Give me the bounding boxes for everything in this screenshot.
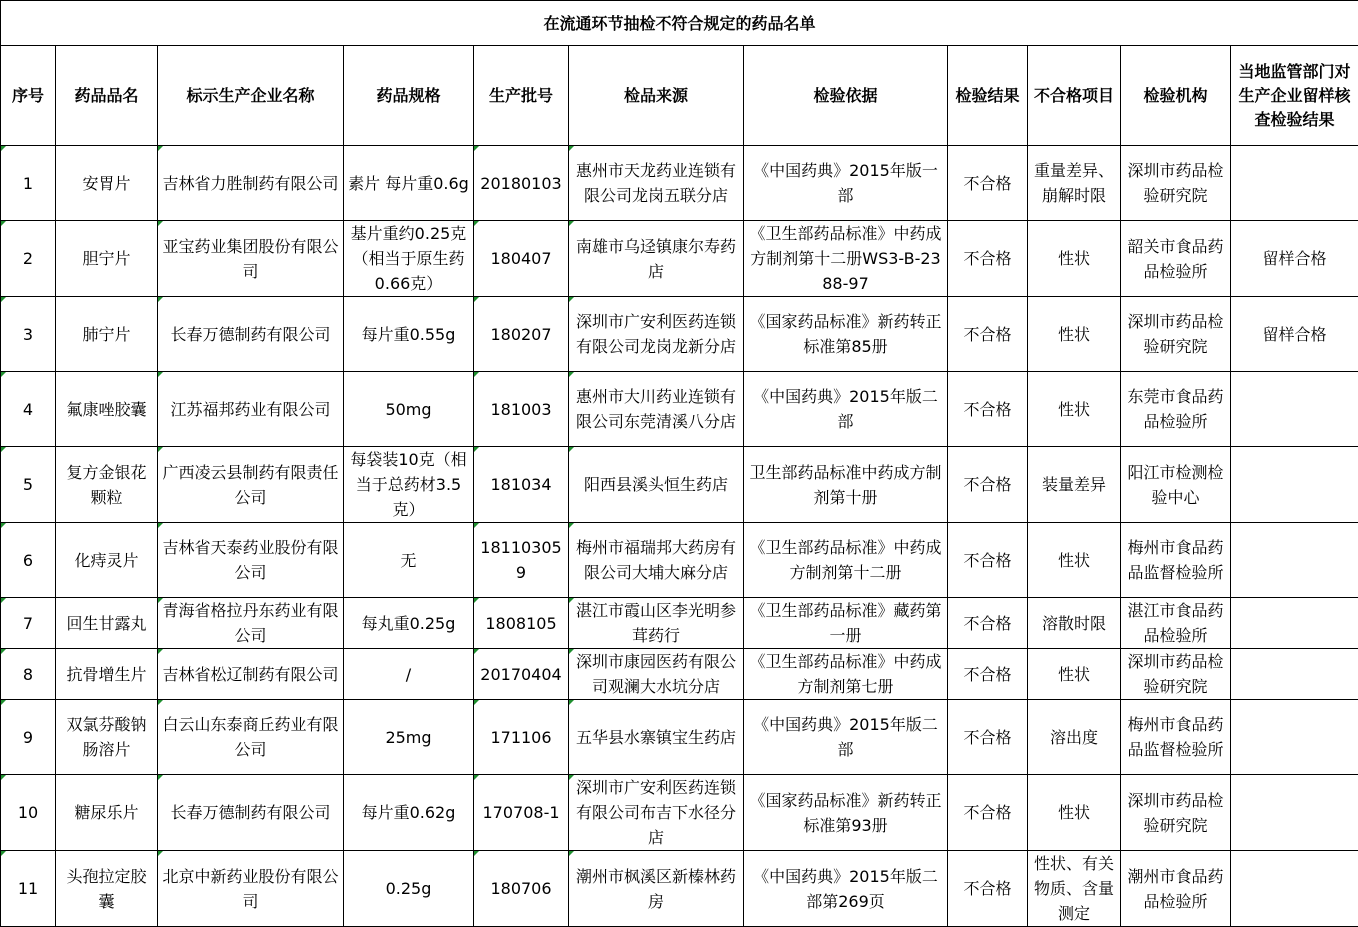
cell-no: 8 bbox=[1, 649, 56, 700]
cell-source: 潮州市枫溪区新榛林药房 bbox=[569, 851, 744, 927]
cell-maker: 广西凌云县制药有限责任公司 bbox=[158, 447, 344, 523]
cell-no: 2 bbox=[1, 221, 56, 297]
cell-result: 不合格 bbox=[948, 775, 1028, 851]
title-row bbox=[1, 1, 1358, 46]
header-no: 序号 bbox=[1, 46, 56, 146]
cell-item: 性状、有关物质、含量测定 bbox=[1028, 851, 1121, 927]
cell-name: 安胃片 bbox=[56, 146, 158, 221]
cell-spec: 无 bbox=[344, 523, 474, 598]
cell-result: 不合格 bbox=[948, 700, 1028, 775]
header-source: 检品来源 bbox=[569, 46, 744, 146]
cell-no: 11 bbox=[1, 851, 56, 927]
header-agency: 检验机构 bbox=[1121, 46, 1231, 146]
cell-source: 惠州市天龙药业连锁有限公司龙岗五联分店 bbox=[569, 146, 744, 221]
header-item: 不合格项目 bbox=[1028, 46, 1121, 146]
cell-batch: 180407 bbox=[474, 221, 569, 297]
table-row bbox=[1, 146, 1358, 221]
cell-spec: 50mg bbox=[344, 372, 474, 447]
cell-item: 性状 bbox=[1028, 775, 1121, 851]
cell-item: 重量差异、崩解时限 bbox=[1028, 146, 1121, 221]
cell-agency: 深圳市药品检验研究院 bbox=[1121, 297, 1231, 372]
cell-basis: 《卫生部药品标准》藏药第一册 bbox=[744, 598, 948, 649]
cell-result: 不合格 bbox=[948, 297, 1028, 372]
cell-agency: 潮州市食品药品检验所 bbox=[1121, 851, 1231, 927]
cell-name: 复方金银花颗粒 bbox=[56, 447, 158, 523]
cell-source: 深圳市康园医药有限公司观澜大水坑分店 bbox=[569, 649, 744, 700]
cell-batch: 180207 bbox=[474, 297, 569, 372]
cell-no: 1 bbox=[1, 146, 56, 221]
cell-maker: 亚宝药业集团股份有限公司 bbox=[158, 221, 344, 297]
cell-name: 肺宁片 bbox=[56, 297, 158, 372]
cell-spec: 每片重0.55g bbox=[344, 297, 474, 372]
cell-batch: 20170404 bbox=[474, 649, 569, 700]
cell-spec: / bbox=[344, 649, 474, 700]
table-row bbox=[1, 372, 1358, 447]
cell-name: 回生甘露丸 bbox=[56, 598, 158, 649]
cell-recheck bbox=[1231, 146, 1358, 221]
cell-item: 性状 bbox=[1028, 523, 1121, 598]
cell-no: 7 bbox=[1, 598, 56, 649]
cell-source: 湛江市霞山区李光明参茸药行 bbox=[569, 598, 744, 649]
cell-source: 深圳市广安利医药连锁有限公司布吉下水径分店 bbox=[569, 775, 744, 851]
cell-source: 梅州市福瑞邦大药房有限公司大埔大麻分店 bbox=[569, 523, 744, 598]
cell-recheck bbox=[1231, 447, 1358, 523]
cell-name: 胆宁片 bbox=[56, 221, 158, 297]
table-row bbox=[1, 523, 1358, 598]
cell-batch: 1808105 bbox=[474, 598, 569, 649]
header-recheck: 当地监管部门对生产企业留样核查检验结果 bbox=[1231, 46, 1358, 146]
header-name: 药品品名 bbox=[56, 46, 158, 146]
cell-source: 阳西县溪头恒生药店 bbox=[569, 447, 744, 523]
cell-maker: 长春万德制药有限公司 bbox=[158, 775, 344, 851]
cell-source: 惠州市大川药业连锁有限公司东莞清溪八分店 bbox=[569, 372, 744, 447]
cell-agency: 深圳市药品检验研究院 bbox=[1121, 775, 1231, 851]
cell-agency: 湛江市食品药品检验所 bbox=[1121, 598, 1231, 649]
table-title: 在流通环节抽检不符合规定的药品名单 bbox=[1, 1, 1358, 46]
table-row bbox=[1, 649, 1358, 700]
cell-basis: 《中国药典》2015年版二部 bbox=[744, 700, 948, 775]
cell-basis: 《卫生部药品标准》中药成方制剂第十二册WS3-B-2388-97 bbox=[744, 221, 948, 297]
cell-maker: 长春万德制药有限公司 bbox=[158, 297, 344, 372]
cell-recheck bbox=[1231, 649, 1358, 700]
cell-recheck bbox=[1231, 851, 1358, 927]
cell-batch: 181003 bbox=[474, 372, 569, 447]
header-spec: 药品规格 bbox=[344, 46, 474, 146]
cell-basis: 《中国药典》2015年版一部 bbox=[744, 146, 948, 221]
table-row bbox=[1, 598, 1358, 649]
cell-recheck bbox=[1231, 598, 1358, 649]
cell-recheck bbox=[1231, 700, 1358, 775]
cell-result: 不合格 bbox=[948, 598, 1028, 649]
cell-item: 性状 bbox=[1028, 221, 1121, 297]
cell-result: 不合格 bbox=[948, 372, 1028, 447]
cell-result: 不合格 bbox=[948, 649, 1028, 700]
cell-basis: 《国家药品标准》新药转正标准第93册 bbox=[744, 775, 948, 851]
cell-item: 溶出度 bbox=[1028, 700, 1121, 775]
cell-agency: 东莞市食品药品检验所 bbox=[1121, 372, 1231, 447]
header-basis: 检验依据 bbox=[744, 46, 948, 146]
cell-spec: 每片重0.62g bbox=[344, 775, 474, 851]
cell-maker: 青海省格拉丹东药业有限公司 bbox=[158, 598, 344, 649]
cell-maker: 北京中新药业股份有限公司 bbox=[158, 851, 344, 927]
cell-agency: 深圳市药品检验研究院 bbox=[1121, 649, 1231, 700]
cell-no: 9 bbox=[1, 700, 56, 775]
cell-agency: 梅州市食品药品监督检验所 bbox=[1121, 700, 1231, 775]
table-row bbox=[1, 297, 1358, 372]
cell-name: 糖尿乐片 bbox=[56, 775, 158, 851]
cell-name: 头孢拉定胶囊 bbox=[56, 851, 158, 927]
table-row bbox=[1, 851, 1358, 927]
cell-basis: 《中国药典》2015年版二部 bbox=[744, 372, 948, 447]
cell-basis: 卫生部药品标准中药成方制剂第十册 bbox=[744, 447, 948, 523]
header-batch: 生产批号 bbox=[474, 46, 569, 146]
cell-name: 化痔灵片 bbox=[56, 523, 158, 598]
cell-spec: 基片重约0.25克（相当于原生药0.66克） bbox=[344, 221, 474, 297]
table-row bbox=[1, 447, 1358, 523]
cell-item: 装量差异 bbox=[1028, 447, 1121, 523]
cell-basis: 《国家药品标准》新药转正标准第85册 bbox=[744, 297, 948, 372]
cell-maker: 吉林省天泰药业股份有限公司 bbox=[158, 523, 344, 598]
table-row bbox=[1, 700, 1358, 775]
cell-result: 不合格 bbox=[948, 146, 1028, 221]
table-row bbox=[1, 775, 1358, 851]
cell-item: 性状 bbox=[1028, 649, 1121, 700]
cell-batch: 181103059 bbox=[474, 523, 569, 598]
cell-name: 抗骨增生片 bbox=[56, 649, 158, 700]
cell-agency: 阳江市检测检验中心 bbox=[1121, 447, 1231, 523]
cell-no: 10 bbox=[1, 775, 56, 851]
cell-item: 性状 bbox=[1028, 297, 1121, 372]
cell-basis: 《卫生部药品标准》中药成方制剂第七册 bbox=[744, 649, 948, 700]
header-row bbox=[1, 46, 1358, 146]
cell-batch: 171106 bbox=[474, 700, 569, 775]
cell-result: 不合格 bbox=[948, 851, 1028, 927]
cell-recheck bbox=[1231, 523, 1358, 598]
cell-basis: 《中国药典》2015年版二部第269页 bbox=[744, 851, 948, 927]
cell-source: 深圳市广安利医药连锁有限公司龙岗龙新分店 bbox=[569, 297, 744, 372]
cell-name: 氟康唑胶囊 bbox=[56, 372, 158, 447]
cell-batch: 180706 bbox=[474, 851, 569, 927]
cell-spec: 每袋装10克（相当于总药材3.5克） bbox=[344, 447, 474, 523]
cell-batch: 170708-1 bbox=[474, 775, 569, 851]
header-maker: 标示生产企业名称 bbox=[158, 46, 344, 146]
cell-source: 南雄市乌迳镇康尔寿药店 bbox=[569, 221, 744, 297]
cell-result: 不合格 bbox=[948, 221, 1028, 297]
cell-no: 3 bbox=[1, 297, 56, 372]
cell-maker: 白云山东泰商丘药业有限公司 bbox=[158, 700, 344, 775]
cell-name: 双氯芬酸钠肠溶片 bbox=[56, 700, 158, 775]
cell-batch: 20180103 bbox=[474, 146, 569, 221]
cell-maker: 吉林省力胜制药有限公司 bbox=[158, 146, 344, 221]
cell-maker: 江苏福邦药业有限公司 bbox=[158, 372, 344, 447]
cell-agency: 深圳市药品检验研究院 bbox=[1121, 146, 1231, 221]
cell-spec: 0.25g bbox=[344, 851, 474, 927]
cell-basis: 《卫生部药品标准》中药成方制剂第十二册 bbox=[744, 523, 948, 598]
cell-result: 不合格 bbox=[948, 523, 1028, 598]
cell-recheck bbox=[1231, 775, 1358, 851]
header-result: 检验结果 bbox=[948, 46, 1028, 146]
cell-spec: 每丸重0.25g bbox=[344, 598, 474, 649]
cell-no: 6 bbox=[1, 523, 56, 598]
cell-recheck: 留样合格 bbox=[1231, 297, 1358, 372]
cell-agency: 梅州市食品药品监督检验所 bbox=[1121, 523, 1231, 598]
cell-spec: 素片 每片重0.6g bbox=[344, 146, 474, 221]
cell-spec: 25mg bbox=[344, 700, 474, 775]
cell-agency: 韶关市食品药品检验所 bbox=[1121, 221, 1231, 297]
cell-item: 性状 bbox=[1028, 372, 1121, 447]
cell-recheck: 留样合格 bbox=[1231, 221, 1358, 297]
cell-batch: 181034 bbox=[474, 447, 569, 523]
cell-source: 五华县水寨镇宝生药店 bbox=[569, 700, 744, 775]
table-row bbox=[1, 221, 1358, 297]
cell-result: 不合格 bbox=[948, 447, 1028, 523]
cell-recheck bbox=[1231, 372, 1358, 447]
cell-maker: 吉林省松辽制药有限公司 bbox=[158, 649, 344, 700]
cell-item: 溶散时限 bbox=[1028, 598, 1121, 649]
cell-no: 4 bbox=[1, 372, 56, 447]
cell-no: 5 bbox=[1, 447, 56, 523]
